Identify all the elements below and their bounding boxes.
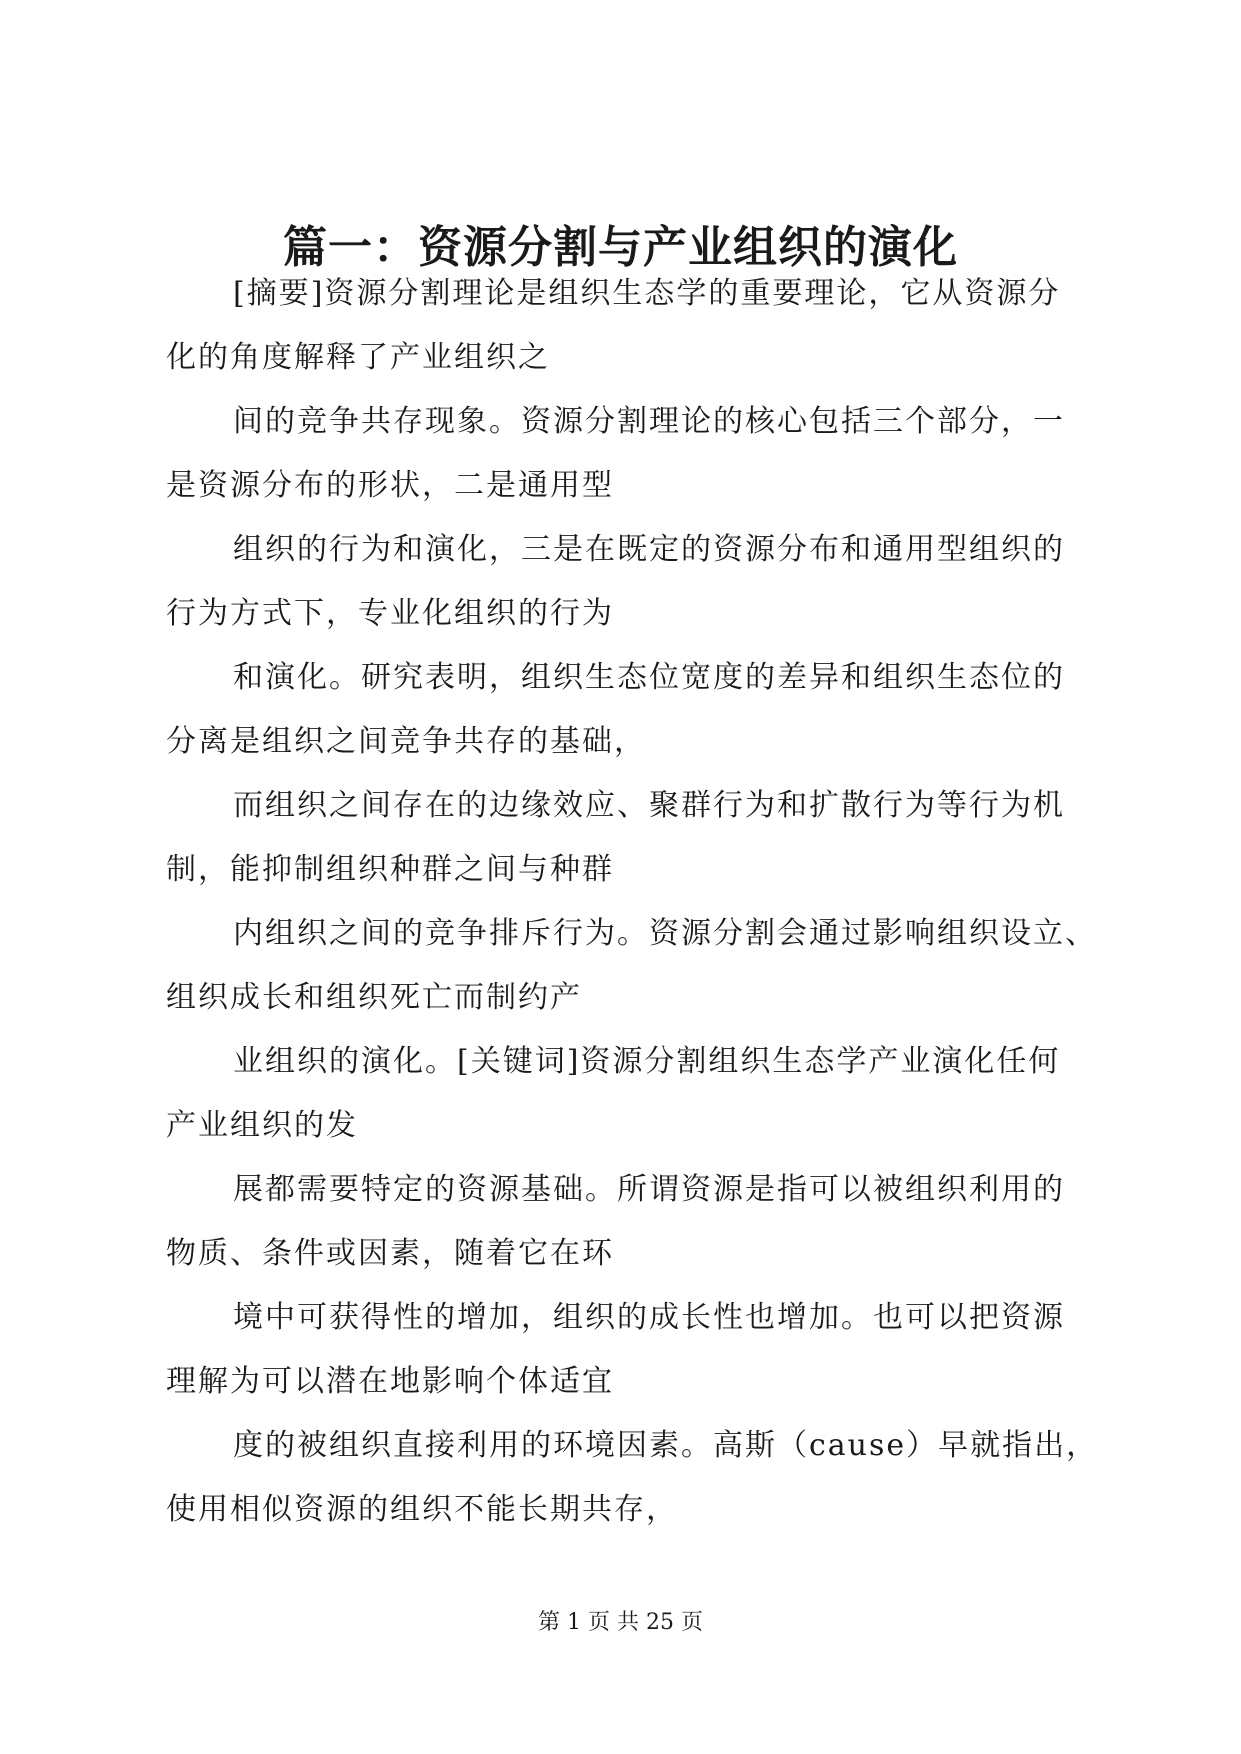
- paragraph-line: 组织的行为和演化，三是在既定的资源分布和通用型组织的: [233, 532, 1065, 567]
- page-footer: 第 1 页 共 25 页: [538, 1610, 703, 1635]
- paragraph: [166, 646, 1086, 774]
- paragraph: [166, 262, 1086, 390]
- paragraph-line: 理解为可以潜在地影响个体适宜: [166, 1364, 614, 1399]
- paragraph-line: 业组织的演化。[关键词]资源分割组织生态学产业演化任何: [233, 1044, 1061, 1079]
- paragraph: [166, 518, 1086, 646]
- paragraph-line: 展都需要特定的资源基础。所谓资源是指可以被组织利用的: [233, 1172, 1065, 1207]
- paragraph: [166, 1414, 1099, 1542]
- paragraph-line: 组织成长和组织死亡而制约产: [166, 980, 582, 1015]
- paragraph: [166, 1030, 1086, 1158]
- paragraph-line: 产业组织的发: [166, 1108, 358, 1143]
- paragraph-line: 分离是组织之间竞争共存的基础，: [166, 724, 646, 759]
- paragraph: [166, 774, 1086, 902]
- paragraph-line: 制，能抑制组织种群之间与种群: [166, 852, 614, 887]
- paragraph-line: [摘要]资源分割理论是组织生态学的重要理论，它从资源分: [233, 276, 1061, 311]
- paragraph-line: 使用相似资源的组织不能长期共存，: [166, 1492, 678, 1527]
- paragraph: [166, 390, 1086, 518]
- paragraph-line: 和演化。研究表明，组织生态位宽度的差异和组织生态位的: [233, 660, 1065, 695]
- paragraph-line: 行为方式下，专业化组织的行为: [166, 596, 614, 631]
- paragraph-line: 物质、条件或因素，随着它在环: [166, 1236, 614, 1271]
- paragraph: [166, 1158, 1086, 1286]
- paragraph: [166, 1286, 1086, 1414]
- paragraph-line: 境中可获得性的增加，组织的成长性也增加。也可以把资源: [233, 1300, 1065, 1335]
- paragraph-line: 间的竞争共存现象。资源分割理论的核心包括三个部分，一: [233, 404, 1065, 439]
- paragraph-line: 化的角度解释了产业组织之: [166, 340, 550, 375]
- paragraph-line: 内组织之间的竞争排斥行为。资源分割会通过影响组织设立、: [233, 916, 1097, 951]
- paragraph: [166, 902, 1097, 1030]
- paragraph-line: 而组织之间存在的边缘效应、聚群行为和扩散行为等行为机: [233, 788, 1065, 823]
- paragraph-line: 是资源分布的形状，二是通用型: [166, 468, 614, 503]
- document-title: 篇一：资源分割与产业组织的演化: [283, 222, 958, 273]
- paragraph-line: 度的被组织直接利用的环境因素。高斯（cause）早就指出，: [233, 1428, 1099, 1463]
